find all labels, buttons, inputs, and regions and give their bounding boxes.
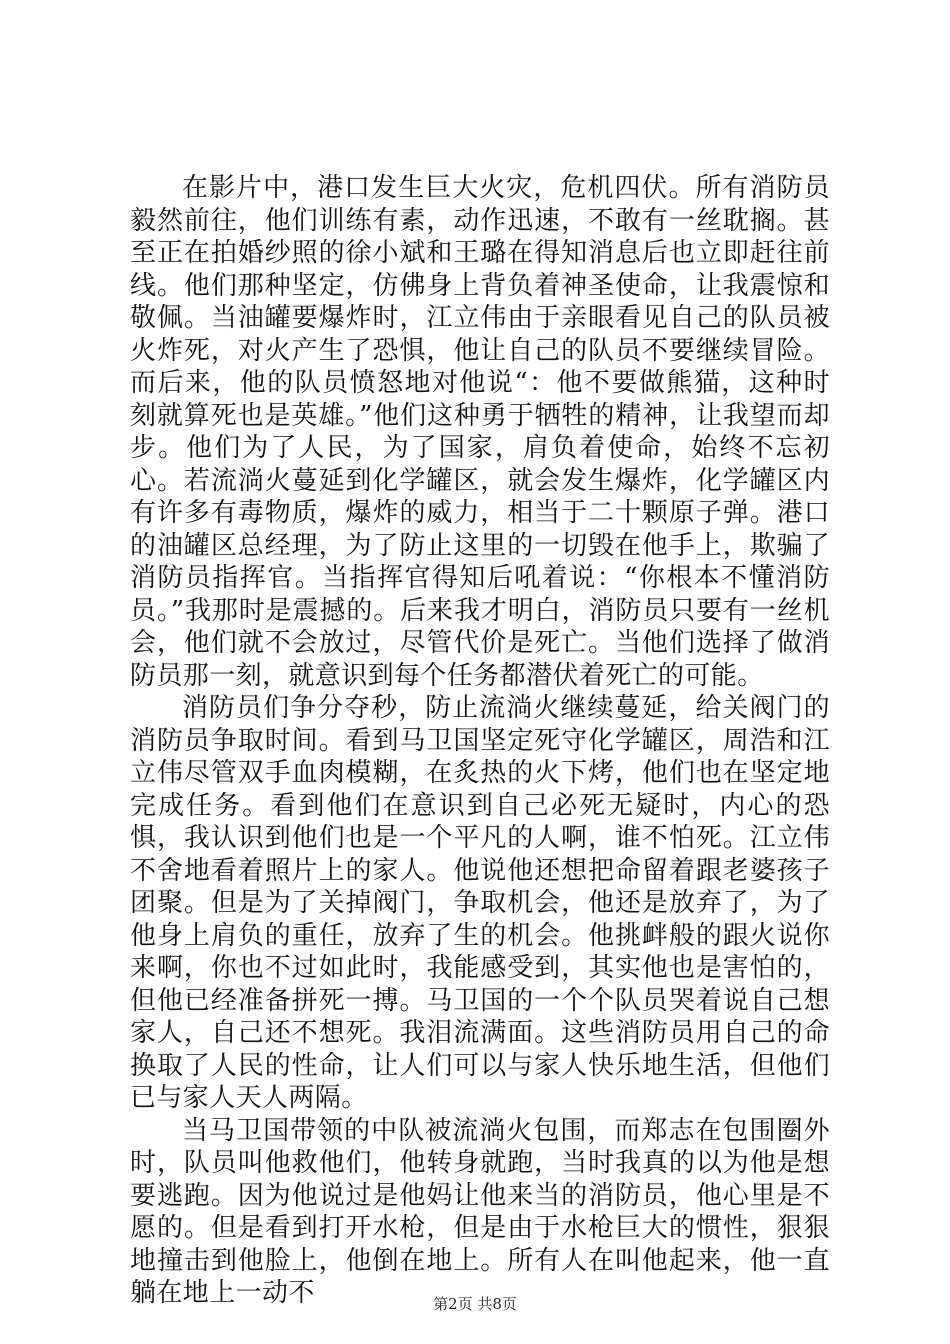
document-body	[130, 172, 830, 1310]
page-footer: 第2页 共8页	[433, 1295, 517, 1313]
paragraph-3: 当马卫国带领的中队被流淌火包围，而郑志在包围圈外时，队员叫他救他们，他转身就跑，当时我真的以为他是想要逃跑。因为他说过是他妈让他来当的消防员，他心里是不愿的。但是看到打开水枪，但是由于水枪巨大的惯性，狠狠地撞击到他脸上，他倒在地上。所有人在叫他起来，他一直躺在地上一动不	[130, 1115, 830, 1308]
paragraph-1: 在影片中，港口发生巨大火灾，危机四伏。所有消防员毅然前往，他们训练有素，动作迅速，不敢有一丝耽搁。甚至正在拍婚纱照的徐小斌和王璐在得知消息后也立即赶往前线。他们那种坚定，仿佛身上背负着神圣使命，让我震惊和敬佩。当油罐要爆炸时，江立伟由于亲眼看见自己的队员被火炸死，对火产生了恐惧，他让自己的队员不要继续冒险。而后来，他的队员愤怒地对他说“：他不要做熊猫，这种时刻就算死也是英雄。”他们这种勇于牺牲的精神，让我望而却步。他们为了人民，为了国家，肩负着使命，始终不忘初心。若流淌火蔓延到化学罐区，就会发生爆炸，化学罐区内有许多有毒物质，爆炸的威力，相当于二十颗原子弹。港口的油罐区总经理，为了防止这里的一切毁在他手上，欺骗了消防员指挥官。当指挥官得知后吼着说：“你根本不懂消防员。”我那时是震撼的。后来我才明白，消防员只要有一丝机会，他们就不会放过，尽管代价是死亡。当他们选择了做消防员那一刻，就意识到每个任务都潜伏着死亡的可能。	[130, 173, 830, 691]
paragraph-2: 消防员们争分夺秒，防止流淌火继续蔓延，给关阀门的消防员争取时间。看到马卫国坚定死守化学罐区，周浩和江立伟尽管双手血肉模糊，在炙热的火下烤，他们也在坚定地完成任务。看到他们在意识到自己必死无疑时，内心的恐惧，我认识到他们也是一个平凡的人啊，谁不怕死。江立伟不舍地看着照片上的家人。他说他还想把命留着跟老婆孩子团聚。但是为了关掉阀门，争取机会，他还是放弃了，为了他身上肩负的重任，放弃了生的机会。他挑衅般的跟火说你来啊，你也不过如此时，我能感受到，其实他也是害怕的，但他已经准备拼死一搏。马卫国的一个个队员哭着说自己想家人，自己还不想死。我泪流满面。这些消防员用自己的命换取了人民的性命，让人们可以与家人快乐地生活，但他们已与家人天人两隔。	[130, 693, 830, 1113]
